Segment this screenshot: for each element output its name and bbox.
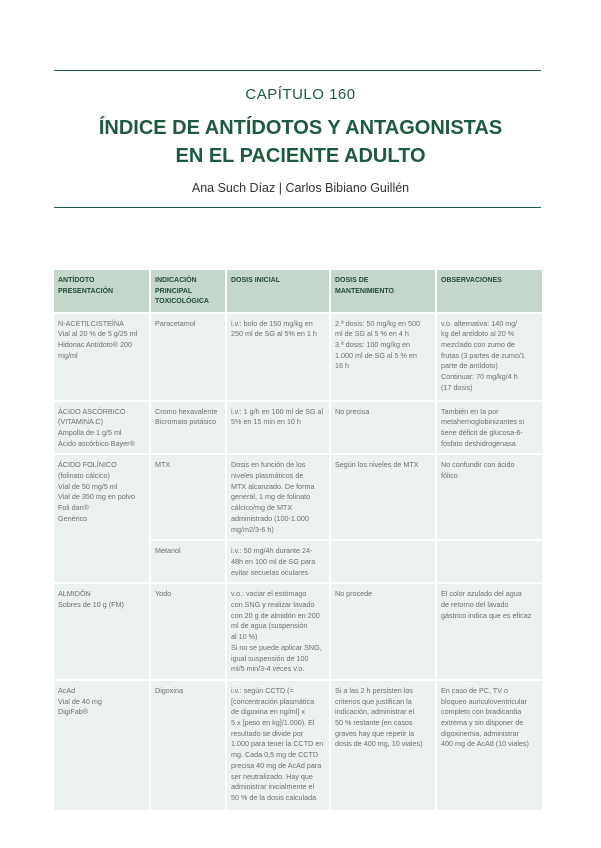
- cell-line: Genérico: [58, 513, 88, 523]
- table-cell: [330, 680, 436, 810]
- cell-line: metahemoglobinizantes si: [441, 417, 525, 427]
- cell-line: mg/m2/3-6 h): [231, 524, 274, 534]
- cell-line: Digoxina: [155, 685, 183, 695]
- cell-line: i.v.: bolo de 150 mg/kg en: [231, 318, 313, 328]
- table-cell: [330, 401, 436, 455]
- cell-line: (VITAMINA C): [58, 417, 103, 427]
- cell-line: 3.ª dosis: 100 mg/kg en: [335, 339, 410, 349]
- header-cell: [436, 270, 542, 313]
- table-cell: [150, 540, 226, 583]
- table-row: [54, 401, 542, 455]
- table-cell: [436, 454, 542, 540]
- cell-line: [concentración plasmática: [231, 696, 315, 706]
- antidote-table: [54, 270, 542, 810]
- cell-line: Cromo hexavalente: [155, 406, 218, 416]
- table-row: [54, 454, 542, 540]
- cell-line: ml/5 min/3-4 veces v.o.: [231, 664, 305, 674]
- cell-line: igual suspensión de 100: [231, 653, 309, 663]
- cell-line: fólico: [441, 471, 458, 481]
- header-cell: [330, 270, 436, 313]
- table-cell: [226, 313, 330, 401]
- table-cell: [436, 540, 542, 583]
- header-cell: [54, 270, 150, 313]
- table-cell: [54, 454, 150, 583]
- cell-line: OBSERVACIONES: [441, 277, 502, 284]
- table-cell: [226, 540, 330, 583]
- cell-line: general, 1 mg de folinato: [231, 492, 311, 502]
- cell-line: 5% en 15 min en 10 h: [231, 417, 301, 427]
- cell-line: 50 % restante (en casos: [335, 718, 413, 728]
- table-cell: [54, 680, 150, 810]
- title-line-1: ÍNDICE DE ANTÍDOTOS Y ANTAGONISTAS: [98, 117, 503, 139]
- cell-line: 1.000 para tener la CCTD en: [231, 739, 324, 749]
- cell-line: ml de SG al 5 % en 4 h: [335, 329, 409, 339]
- cell-line: 1.000 ml de SG al 5 % en: [335, 350, 417, 360]
- cell-line: de retorno del lavado: [441, 600, 509, 610]
- cell-line: (folinato cálcico): [58, 471, 110, 481]
- cell-line: 16 h: [335, 361, 349, 371]
- cell-line: completo con bradicardia: [441, 707, 522, 717]
- cell-line: Si no se puede aplicar SNG,: [231, 642, 322, 652]
- cell-line: evitar secuelas oculares: [231, 567, 309, 577]
- table-cell: [54, 313, 150, 401]
- table-cell: [150, 680, 226, 810]
- cell-line: 2.ª dosis: 50 mg/kg en 500: [335, 318, 420, 328]
- table-cell: [330, 454, 436, 540]
- table-cell: [150, 454, 226, 540]
- cell-line: Vial de 50 mg/5 ml: [58, 481, 118, 491]
- table-cell: [226, 454, 330, 540]
- cell-line: 48h en 100 ml de SG para: [231, 556, 316, 566]
- cell-line: Sobres de 10 g (FM): [58, 600, 124, 610]
- table-cell: [330, 313, 436, 401]
- cell-line: resultado se divide por: [231, 728, 304, 738]
- cell-line: N-ACETILCISTEÍNA: [58, 318, 124, 328]
- cell-line: con SNG y realizar lavado: [231, 600, 315, 610]
- cell-line: mg. Cada 0,5 mg de CCTD: [231, 750, 319, 760]
- cell-line: Dosis en función de los: [231, 460, 306, 470]
- table-row: [54, 583, 542, 680]
- cell-line: 400 mg de AcAd (10 viales): [441, 739, 529, 749]
- cell-line: dosis de 400 mg, 10 viales): [335, 739, 423, 749]
- cell-line: ÁCIDO FOLÍNICO: [58, 460, 117, 470]
- chapter-number: CAPÍTULO 160: [245, 86, 356, 103]
- cell-line: Bicromato potásico: [155, 417, 217, 427]
- table-cell: [226, 401, 330, 455]
- cell-line: AcAd: [58, 685, 76, 695]
- table-cell: [226, 680, 330, 810]
- table-header-row: [54, 270, 542, 313]
- table-cell: [330, 540, 436, 583]
- cell-line: MTX alcanzado. De forma: [231, 481, 315, 491]
- cell-line: mg/ml: [58, 350, 78, 360]
- cell-line: Vial de 40 mg: [58, 696, 102, 706]
- cell-line: MANTENIMIENTO: [335, 287, 394, 295]
- cell-line: ANTÍDOTO: [58, 277, 95, 284]
- cell-line: Vial al 20 % de 5 g/25 ml: [58, 329, 138, 339]
- cell-line: Ácido ascórbico Bayer®: [58, 438, 135, 448]
- cell-line: kg del antídoto al 20 %: [441, 329, 515, 339]
- table-cell: [436, 680, 542, 810]
- cell-line: mezclado con zumo de: [441, 339, 515, 349]
- header-cell: [150, 270, 226, 313]
- cell-line: Ampolla de 1 g/5 ml: [58, 427, 122, 437]
- cell-line: i.v.: 1 g/h en 100 ml de SG al: [231, 406, 324, 416]
- cell-line: frutas (3 partes de zumo/1: [441, 350, 525, 360]
- cell-line: v.o. alternativa: 140 mg/: [441, 318, 518, 328]
- table-cell: [436, 583, 542, 680]
- table-cell: [150, 313, 226, 401]
- cell-line: i.v.: según CCTD (=: [231, 685, 294, 695]
- cell-line: indicación, administrar el: [335, 707, 415, 717]
- cell-line: 5 x [peso en kg]/1.000). El: [231, 718, 315, 728]
- cell-line: de digoxina en ng/ml] x: [231, 707, 305, 717]
- cell-line: v.o.: vaciar el estómago: [231, 589, 307, 599]
- cell-line: ALMIDÓN: [58, 589, 91, 599]
- cell-line: ser neutralizado. Hay que: [231, 771, 313, 781]
- cell-line: 250 ml de SG al 5% en 1 h: [231, 329, 317, 339]
- cell-line: tiene déficit de glucosa-6-: [441, 427, 523, 437]
- title-line-2: EN EL PACIENTE ADULTO: [175, 145, 426, 167]
- cell-line: 50 % de la dosis calculada: [231, 793, 317, 802]
- cell-line: En caso de PC, TV o: [441, 685, 508, 695]
- cell-line: PRINCIPAL: [155, 287, 193, 295]
- bottom-rule: [54, 207, 541, 208]
- table-cell: [150, 583, 226, 680]
- table-cell: [226, 583, 330, 680]
- cell-line: DigiFab®: [58, 707, 89, 717]
- cell-line: gástrico indica que es eficaz: [441, 610, 532, 620]
- cell-line: No precisa: [335, 406, 370, 416]
- table-cell: [150, 401, 226, 455]
- cell-line: INDICACIÓN: [155, 277, 197, 284]
- cell-line: También en Ia por: [441, 406, 499, 416]
- cell-line: Continuar: 70 mg/kg/4 h: [441, 372, 518, 382]
- header-cell: [226, 270, 330, 313]
- cell-line: parte de antídoto): [441, 361, 498, 371]
- cell-line: Yodo: [155, 589, 172, 599]
- top-rule: [54, 70, 541, 71]
- cell-line: Paracetamol: [155, 318, 196, 328]
- cell-line: Hidonac Antídoto® 200: [58, 339, 133, 349]
- table-cell: [436, 313, 542, 401]
- cell-line: graves hay que repetir la: [335, 728, 415, 738]
- table-cell: [330, 583, 436, 680]
- table-cell: [436, 401, 542, 455]
- cell-line: Si a las 2 h persisten los: [335, 685, 413, 695]
- cell-line: ml de agua (suspensión: [231, 621, 308, 631]
- table-cell: [54, 583, 150, 680]
- cell-line: El color azulado del agua: [441, 589, 522, 599]
- cell-line: Foli dan®: [58, 503, 89, 513]
- cell-line: administrado (100-1.000: [231, 513, 309, 523]
- cell-line: bloqueo auriculoventricular: [441, 696, 527, 706]
- cell-line: No confundir con ácido: [441, 460, 515, 470]
- cell-line: fosfato deshidrogenasa: [441, 438, 516, 448]
- chapter-title: [0, 114, 601, 170]
- table-cell: [54, 401, 150, 455]
- cell-line: Metanol: [155, 546, 181, 556]
- cell-line: TOXICOLÓGICA: [155, 298, 209, 305]
- authors: Ana Such Díaz | Carlos Bibiano Guillén: [191, 181, 410, 195]
- cell-line: administrar inicialmente el: [231, 782, 315, 792]
- cell-line: extrema y sin disponer de: [441, 718, 524, 728]
- cell-line: niveles plasmáticos de: [231, 471, 304, 481]
- cell-line: PRESENTACIÓN: [58, 287, 114, 295]
- cell-line: digoxinemia, administrar: [441, 728, 519, 738]
- cell-line: DOSIS DE: [335, 277, 369, 284]
- cell-line: DOSIS INICIAL: [231, 277, 281, 284]
- cell-line: criterios que justifican la: [335, 696, 412, 706]
- cell-line: Vial de 350 mg en polvo: [58, 492, 135, 502]
- cell-line: con 20 g de almidón en 200: [231, 610, 320, 620]
- cell-line: ÁCIDO ASCÓRBICO: [58, 406, 126, 416]
- cell-line: (17 dosis): [441, 382, 473, 392]
- cell-line: precisa 40 mg de AcAd para: [231, 760, 322, 770]
- cell-line: i.v.: 50 mg/4h durante 24-: [231, 546, 313, 556]
- cell-line: MTX: [155, 460, 171, 470]
- cell-line: No procede: [335, 589, 373, 599]
- table-row: [54, 313, 542, 401]
- cell-line: cálcico/mg de MTX: [231, 503, 293, 513]
- cell-line: al 10 %): [231, 632, 258, 642]
- table-row: [54, 680, 542, 810]
- cell-line: Según los niveles de MTX: [335, 460, 419, 470]
